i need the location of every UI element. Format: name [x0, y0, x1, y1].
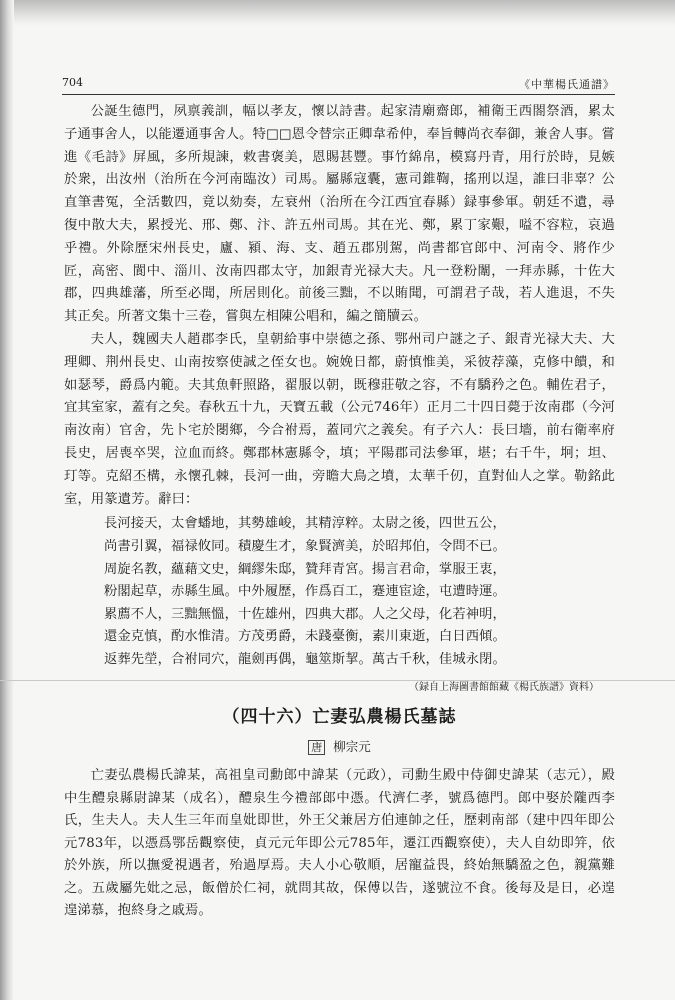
verse-line: 返葬先塋，合祔同穴，龍劍再偶，龜筮斯挈。萬古千秋，佳城永閉。 — [104, 651, 506, 667]
verse-line: 還金克慎，酌水惟清。方茂勇爵，未踐臺衡，素川東逝，白日西傾。 — [104, 629, 506, 645]
page-top-shadow — [0, 0, 675, 26]
verse-line: 長河接天，太會蟠地，其勢雄峻，其精淳粹。太尉之後，四世五公， — [104, 516, 506, 532]
author-line — [64, 737, 615, 755]
author-name: 柳宗元 — [333, 739, 371, 754]
section-46 — [64, 702, 615, 923]
header-rule — [62, 94, 615, 95]
epitaph-paragraph: 夫人，魏國夫人趙郡李氏，皇朝給事中崇德之孫、鄂州司户謎之子、銀青光禄大夫、大理卿、荆州長史、山南按察使誠之侄女也。婉娩日都，蔚慎惟美，采彼荐藻，克修中饋，和如瑟琴，爵爲内範。夫其魚軒照路，翟服以朝，既穆莊敬之容，不有驕矜之色。輔佐君子，宜其室家，蓋有之矣。春秋五十九，天寶五載（公元746年）正月二十四日薨于汝南郡（今河南汝南）官舍，先卜宅於閿鄉，今合祔焉，蓋同穴之義矣。有子六人：長曰墻，前右衛率府長史，居喪卒哭，泣血而終。鄭郡林憲縣令，填；平陽郡司法參軍，堪；右千牛，坰；坦、玎等。克紹丕構，永懷孔棘，長河一曲，旁瞻大鳥之墳，太華千仞，直對仙人之掌。勒銘此室，用篆遺芳。辭曰： — [64, 331, 615, 507]
epitaph-paragraph: 公誕生德門，夙禀義訓，幅以孝友，懷以詩書。起家清廟齋郎，補衛王西閤祭酒，累太子通事舍人，以能遷通事舍人。特□□恩令替宗正卿韋希仲，奉旨轉尚衣奉御，兼舍人事。嘗進《毛詩》屏風，多所規諫，敕書褒美，恩賜甚豐。事竹綿帛，模寫丹青，用行於時，見嫉於衆，出汝州（治所在今河南臨汝）司馬。屬縣寇囊，憲司錐鞫，搖刑以逞，誰曰非辜？公直筆書冤，全活數四，竟以劾奏，左衰州（治所在今江西宜春縣）録事參軍。朝廷不遺，尋復中散大夫，累授光、邢、鄭、汴、許五州司馬。其在光、鄭，累丁家艱，嗌不容粒，哀過乎禮。外除歷宋州長史，廬、潁、海、支、趙五郡別駕，尚書都官郎中、河南令、將作少匠，高密、閬中、淄川、汝南四郡太守，加銀青光禄大夫。凡一登粉闈，一拜赤縣，十佐大郡，四典雄藩，所至必聞，所居則化。前後三黜，不以賄聞，可謂君子哉，若人進退，不失其正矣。所著文集十三卷，嘗與左相陳公唱和，編之簡牘云。 — [64, 104, 615, 325]
page-binding-shadow — [0, 0, 14, 1000]
section-divider — [0, 680, 675, 681]
verse-line: 周旋名教，蘊藉文史，綱繆朱邸，贊拜青宮。揚言君命，掌服王衷， — [104, 561, 506, 577]
inscription-verse — [64, 513, 615, 671]
verse-line: 尚書引翼，福禄攸同。積慶生才，象賢濟美，於昭邦伯，令問不已。 — [104, 538, 506, 554]
page-header — [62, 76, 615, 94]
section-title: （四十六）亡妻弘農楊氏墓誌 — [222, 707, 457, 727]
verse-line: 累薦不人，三黜無慍，十佐雄州，四典大郡。人之父母，化若神明， — [104, 606, 506, 622]
page-number: 704 — [62, 76, 83, 89]
running-title: 《中華楊氏通譜》 — [519, 78, 615, 91]
source-note: （録自上海圖書館館藏《楊氏族譜》資料） — [409, 681, 599, 693]
dynasty-label: 唐 — [308, 740, 325, 755]
epitaph-body — [64, 101, 615, 693]
section-paragraph: 亡妻弘農楊氏諱某，高祖皇司勳郎中諱某（元政），司勳生殿中侍御史諱某（志元），殿中生醴泉縣尉諱某（成名），醴泉生今禮部郎中憑。代濟仁孝，號爲德門。郎中娶於隴西李氏，生夫人。夫人生三年而皇妣即世，外王父兼居方伯連帥之任，歷剌南部（建中四年即公元783年，以憑爲鄂岳觀察使，貞元元年即公元785年，遷江西觀察使），夫人自幼即笄，依於外族，所以撫愛視遇者，殆過厚焉。夫人小心敬順，居寵益畏，終始無驕盈之色，親黨難之。五歲屬先妣之忌，飯僧於仁祠，就問其故，保傅以告，遂號泣不食。後每及是日，必遑遑涕慕，抱終身之戚焉。 — [64, 768, 615, 918]
verse-line: 粉閣起草，赤縣生風。中外履歷，作爲百工，蹇連宦途，屯遭時運。 — [104, 584, 506, 600]
